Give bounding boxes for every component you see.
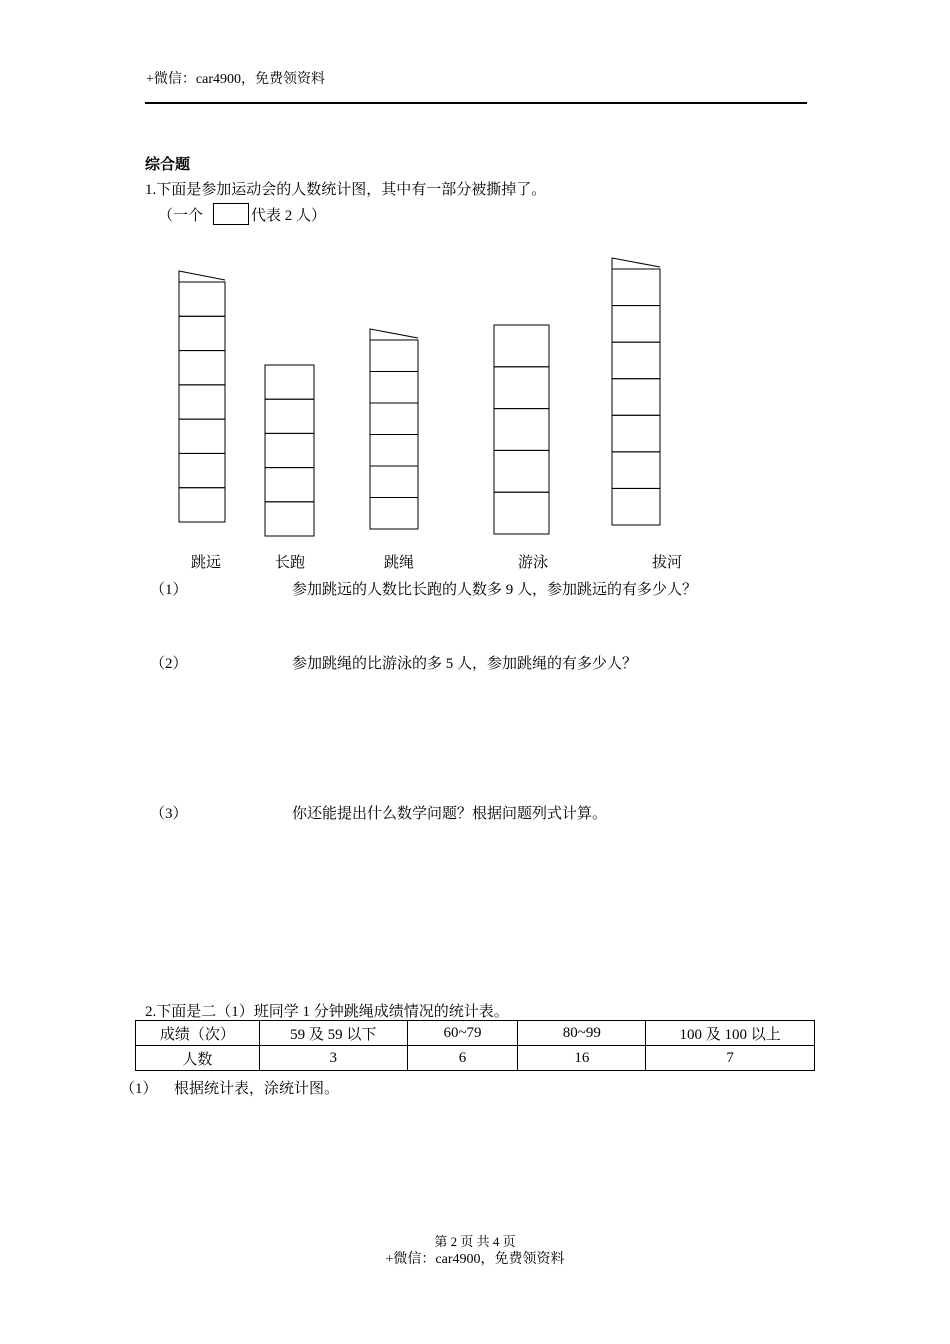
chart-block [612, 342, 660, 379]
chart-column-5 [612, 258, 660, 525]
table-cell: 100 及 100 以上 [646, 1021, 815, 1046]
torn-edge [179, 271, 225, 282]
chart-block [494, 492, 549, 534]
torn-edge [612, 258, 660, 269]
table-cell: 人数 [136, 1046, 260, 1071]
chart-block [265, 399, 314, 433]
header-text: +微信：car4900，免费领资料 [146, 72, 325, 87]
category-label: 跳远 [190, 555, 222, 571]
chart-block [179, 385, 225, 419]
q1-sub2-text: 参加跳绳的比游泳的多 5 人，参加跳绳的有多少人？ [292, 656, 638, 672]
category-label: 游泳 [517, 555, 549, 571]
chart-block [179, 453, 225, 487]
table-cell: 7 [646, 1046, 815, 1071]
chart-block [612, 306, 660, 343]
footer-text: +微信：car4900，免费领资料 [385, 1252, 565, 1267]
table-row [136, 1046, 815, 1071]
chart-column-1 [179, 271, 225, 522]
chart-block [494, 450, 549, 492]
chart-block [494, 325, 549, 367]
chart-column-4 [494, 325, 549, 534]
chart-block [612, 488, 660, 525]
question1-text: 1.下面是参加运动会的人数统计图，其中有一部分被撕掉了。 [145, 182, 547, 198]
chart-block [179, 419, 225, 453]
chart-block [612, 415, 660, 452]
chart-block [494, 409, 549, 451]
q1-sub1-num: （1） [150, 582, 188, 598]
table-row [136, 1021, 815, 1046]
chart-block [370, 372, 418, 404]
chart-block [370, 403, 418, 435]
q2-sub1-text: 根据统计表，涂统计图。 [174, 1081, 340, 1097]
chart-block [370, 435, 418, 467]
chart-block [265, 365, 314, 399]
q1-sub1-text: 参加跳远的人数比长跑的人数多 9 人，参加跳远的有多少人？ [292, 582, 698, 598]
chart-block [612, 269, 660, 306]
category-label: 跳绳 [383, 555, 415, 571]
chart-block [265, 433, 314, 467]
table-cell: 59 及 59 以下 [259, 1021, 407, 1046]
chart-block [370, 340, 418, 372]
chart-block [612, 452, 660, 489]
table-cell: 成绩（次） [136, 1021, 260, 1046]
table-cell: 60~79 [407, 1021, 518, 1046]
chart-block [612, 379, 660, 416]
q1-sub2-num: （2） [150, 656, 188, 672]
legend-after: 代表 2 人） [251, 207, 327, 224]
chart-block [494, 367, 549, 409]
torn-edge [370, 329, 418, 340]
table-cell: 6 [407, 1046, 518, 1071]
category-label: 拔河 [651, 555, 683, 571]
chart-block [179, 351, 225, 385]
q1-sub3-text: 你还能提出什么数学问题？根据问题列式计算。 [292, 806, 608, 822]
q1-sub3-num: （3） [150, 806, 188, 822]
chart-block [370, 466, 418, 498]
chart-column-3 [370, 329, 418, 529]
category-label: 长跑 [274, 555, 306, 571]
pictograph-chart [0, 0, 950, 580]
table-cell: 16 [518, 1046, 646, 1071]
footer-page-number: 第 2 页 共 4 页 [434, 1234, 516, 1249]
chart-column-2 [265, 365, 314, 536]
stats-table [135, 1020, 815, 1071]
chart-block [370, 498, 418, 530]
table-cell: 80~99 [518, 1021, 646, 1046]
section-title: 综合题 [145, 155, 191, 173]
chart-block [179, 488, 225, 522]
question2-text: 2.下面是二（1）班同学 1 分钟跳绳成绩情况的统计表。 [145, 1004, 509, 1020]
chart-block [179, 282, 225, 316]
chart-block [265, 468, 314, 502]
table-cell: 3 [259, 1046, 407, 1071]
chart-block [179, 316, 225, 350]
q2-sub1-num: （1） [120, 1081, 158, 1097]
chart-block [265, 502, 314, 536]
legend-before: （一个 [158, 207, 204, 224]
